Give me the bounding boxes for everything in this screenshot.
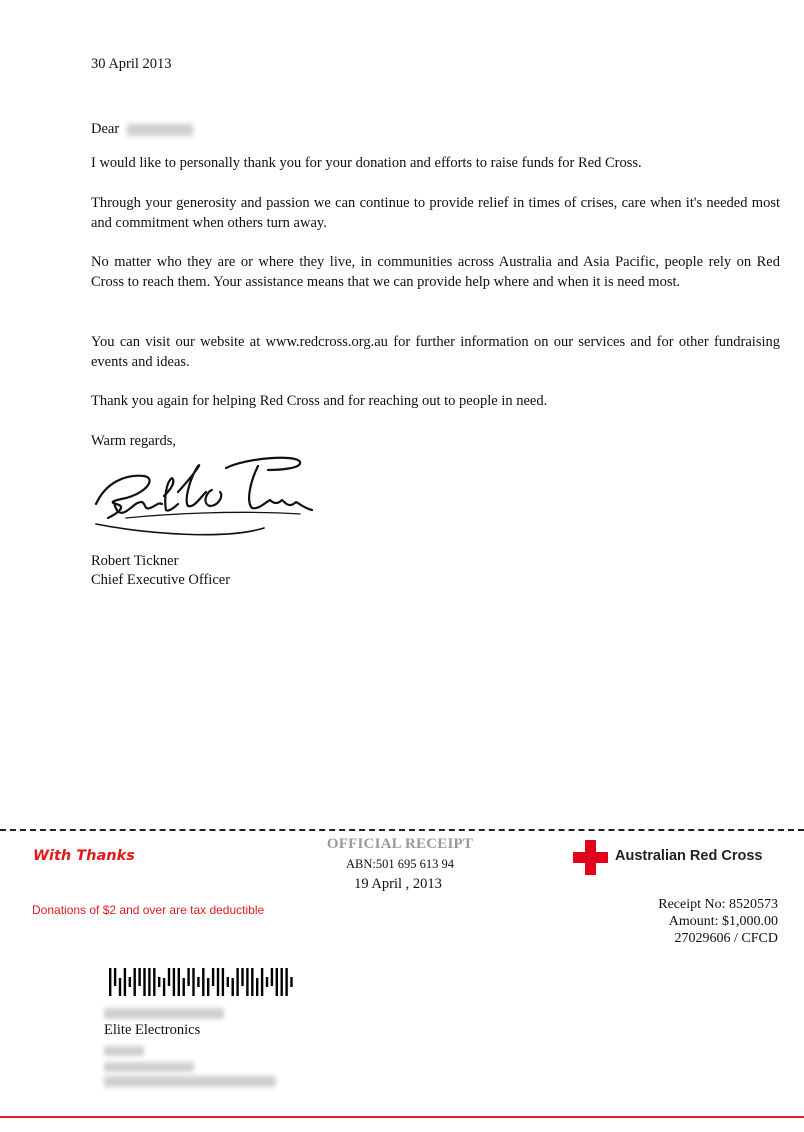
tax-note: Donations of $2 and over are tax deductible (32, 903, 265, 917)
barcode-bar (158, 977, 160, 987)
barcode-bar (109, 968, 111, 996)
barcode-bar (124, 968, 126, 996)
barcode-bar (138, 968, 140, 986)
barcode-bar (271, 968, 273, 986)
barcode-bar (197, 977, 199, 987)
barcode-bar (148, 968, 150, 996)
redacted-recipient-name (127, 124, 193, 136)
tear-off-line (0, 829, 804, 831)
barcode-bar (261, 968, 263, 996)
barcode-bar (266, 977, 268, 987)
barcode-bar (276, 968, 278, 996)
barcode-bar (222, 968, 224, 996)
barcode-bar (236, 968, 238, 996)
salutation-line (91, 120, 780, 140)
receipt-number: Receipt No: 8520573 (658, 897, 778, 912)
redacted-address-line-1 (104, 1046, 144, 1056)
barcode-bar (143, 968, 145, 996)
barcode-bar (168, 968, 170, 986)
barcode-bar (217, 968, 219, 996)
barcode-bar (153, 968, 155, 996)
paragraph-2: Through your generosity and passion we can continue to provide relief in times of crises, care when it's needed most and commitment when others turn away. (91, 195, 780, 231)
paragraph-5: Thank you again for helping Red Cross and for reaching out to people in need. (91, 393, 548, 409)
barcode-bar (246, 968, 248, 996)
barcode-bar (119, 978, 121, 996)
redacted-address-line-2 (104, 1062, 194, 1072)
logo-text: Australian Red Cross (615, 848, 763, 864)
barcode-bar (212, 968, 214, 986)
abn: ABN:501 695 613 94 (346, 857, 454, 871)
barcode-bar (227, 977, 229, 987)
receipt-amount: Amount: $1,000.00 (668, 914, 778, 929)
signature (86, 452, 326, 544)
postal-barcode (107, 968, 297, 996)
paragraph-1: I would like to personally thank you for your donation and efforts to raise funds for Red Cross. (91, 155, 642, 171)
barcode-bar (129, 977, 131, 987)
barcode-bar (163, 978, 165, 996)
paragraph-3: No matter who they are or where they live, in communities across Australia and Asia Pacific, people rely on Red Cross to reach them. Your assistance means that we can provide help where and when it is need most. (91, 254, 780, 290)
closing: Warm regards, (91, 433, 176, 449)
redacted-name (104, 1008, 224, 1019)
signer-title: Chief Executive Officer (91, 572, 231, 588)
barcode-bar (207, 978, 209, 996)
barcode-bar (178, 968, 180, 996)
barcode-bar (192, 968, 194, 996)
barcode-bar (114, 968, 116, 986)
barcode-bar (281, 968, 283, 996)
barcode-bar (187, 968, 189, 986)
barcode-bar (202, 968, 204, 996)
paragraph-4: You can visit our website at www.redcross.org.au for further information on our services and for other fundraising events and ideas. (91, 334, 780, 370)
letter-date: 30 April 2013 (91, 56, 172, 72)
redacted-address-line-3 (104, 1076, 276, 1087)
barcode-bar (134, 968, 136, 996)
receipt-reference: 27029606 / CFCD (674, 931, 778, 946)
barcode-bar (285, 968, 287, 996)
barcode-bar (232, 978, 234, 996)
barcode-bar (183, 978, 185, 996)
barcode-bar (241, 968, 243, 986)
salutation: Dear (91, 121, 120, 137)
with-thanks-label: With Thanks (33, 848, 135, 864)
barcode-bar (290, 977, 292, 987)
bottom-red-line (0, 1116, 804, 1118)
barcode-bar (251, 968, 253, 996)
barcode-bar (256, 978, 258, 996)
receipt-date: 19 April , 2013 (354, 876, 442, 892)
official-receipt-title: OFFICIAL RECEIPT (326, 836, 474, 852)
company-name: Elite Electronics (104, 1022, 201, 1038)
signer-name: Robert Tickner (91, 553, 179, 569)
barcode-bar (173, 968, 175, 996)
red-cross-logo-icon (573, 840, 608, 875)
